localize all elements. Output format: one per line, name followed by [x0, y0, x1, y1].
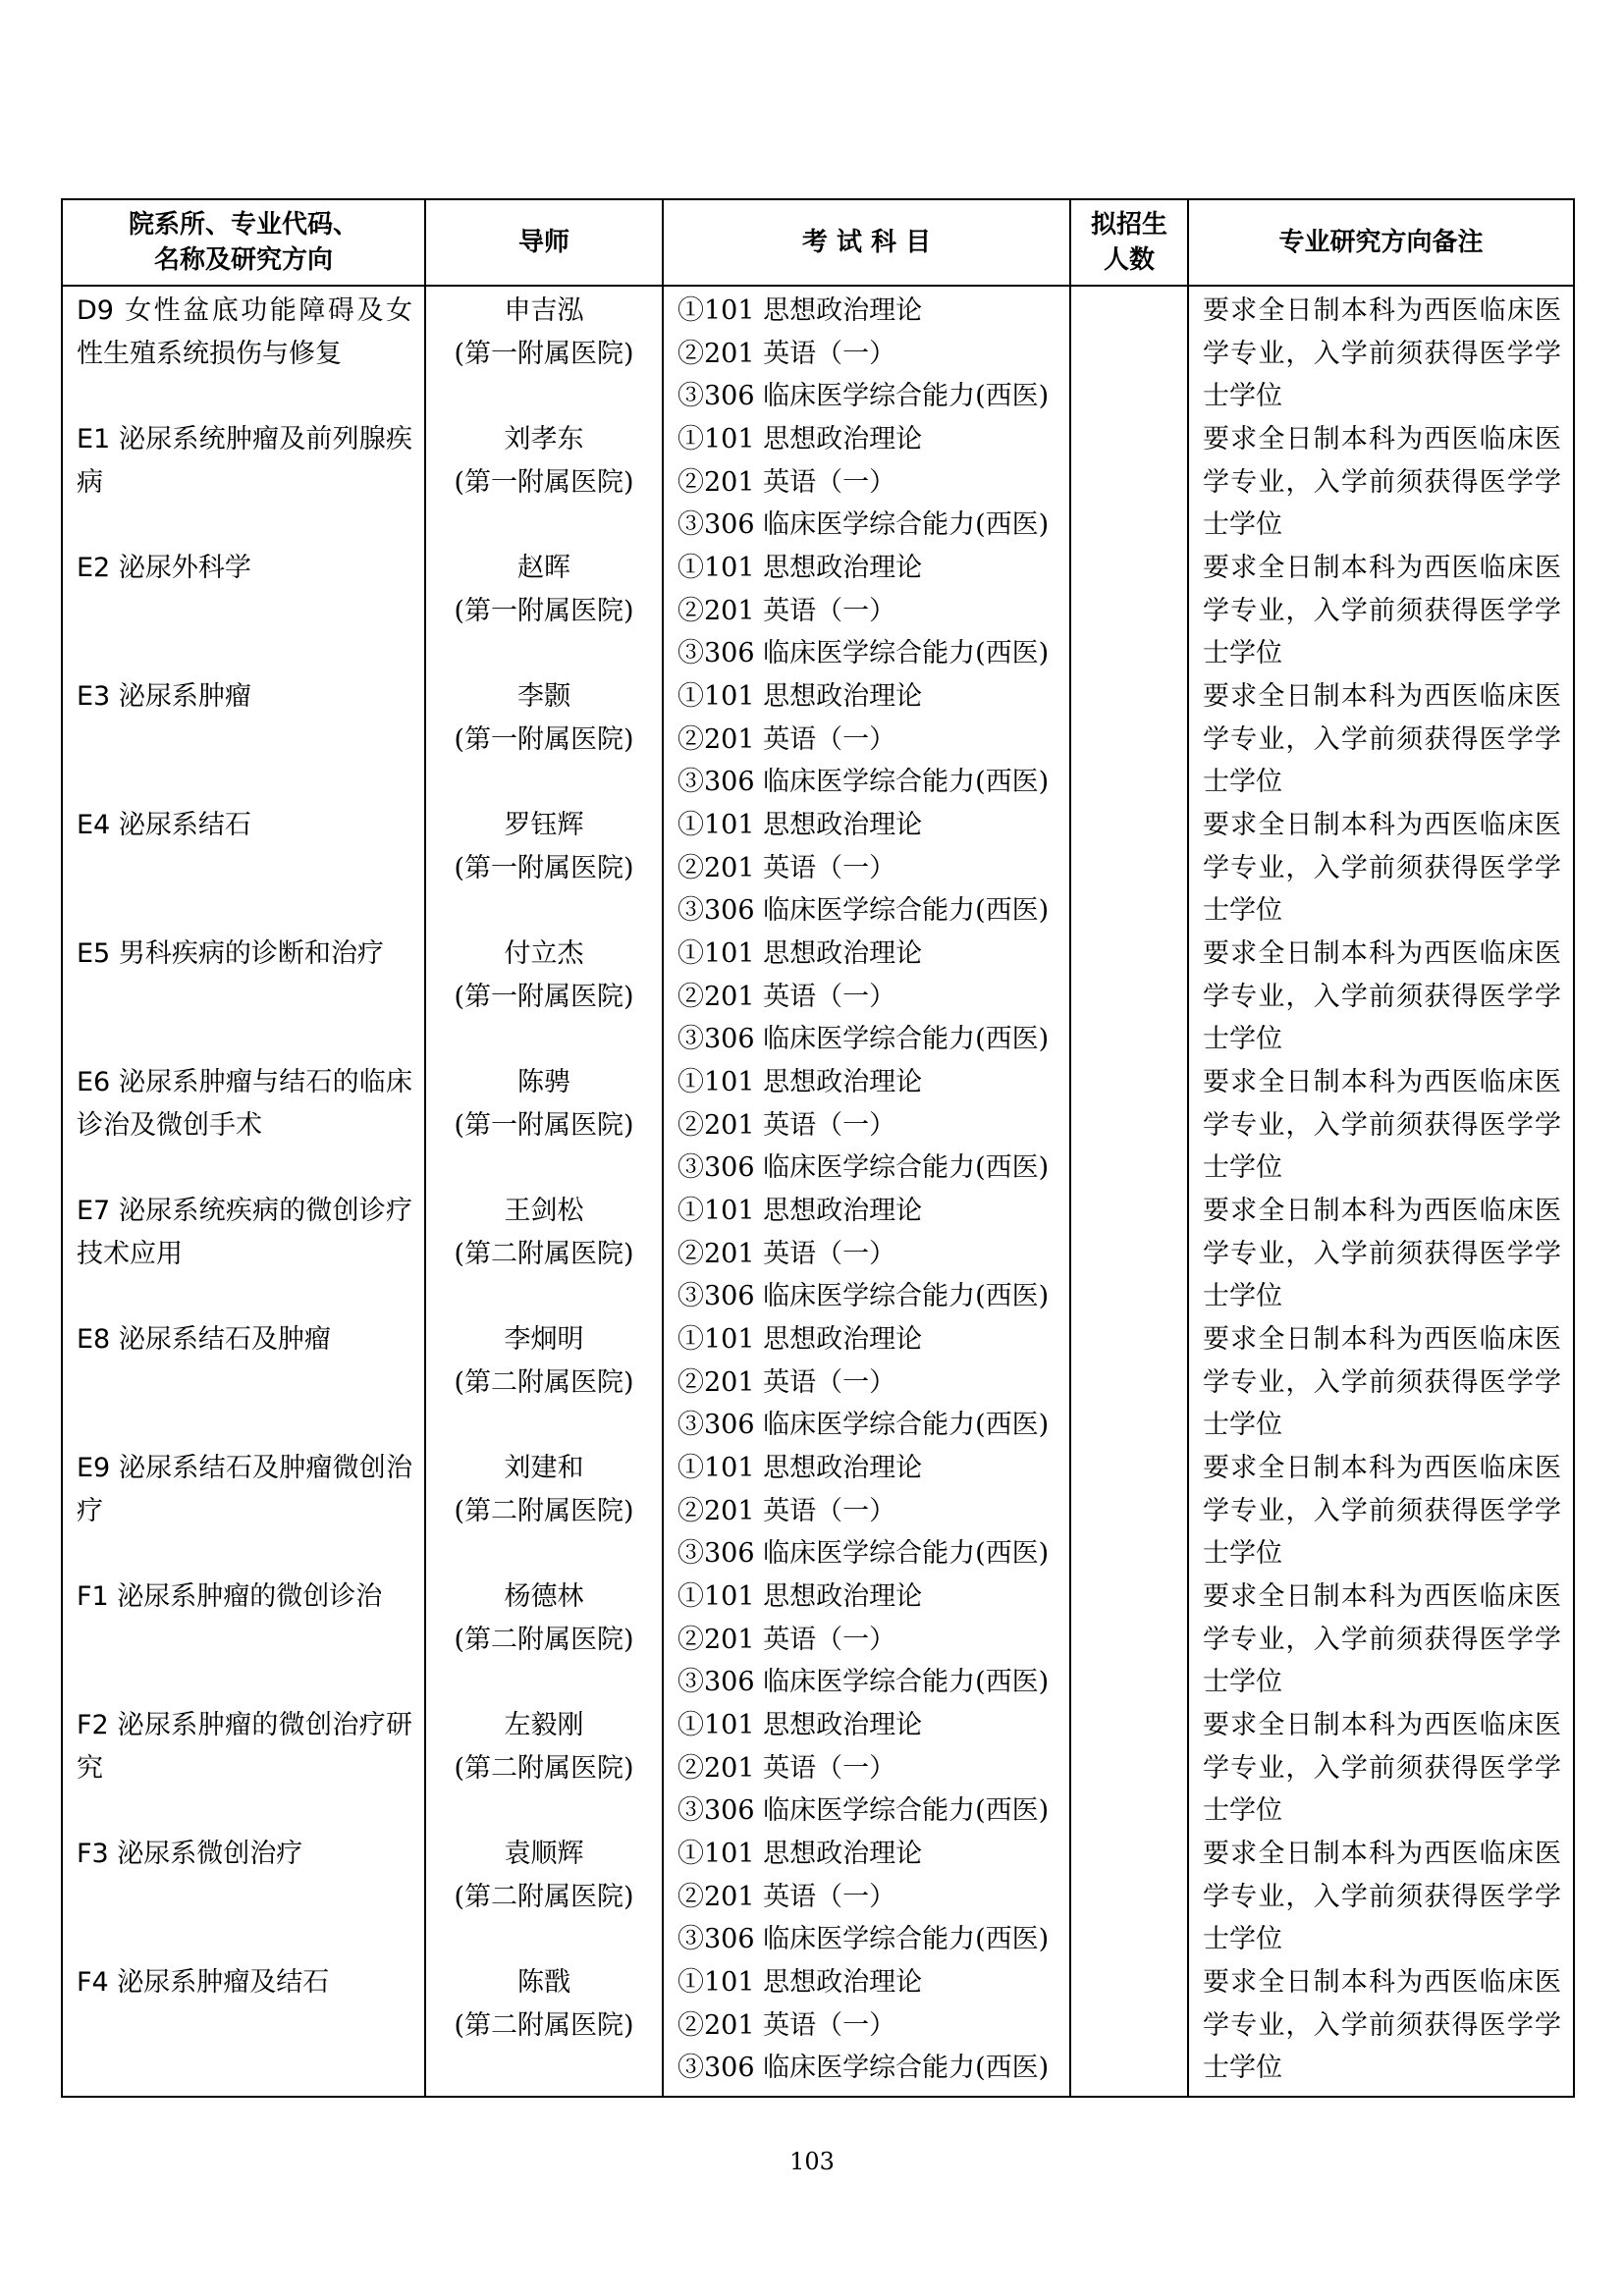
quota-cell [1070, 804, 1188, 933]
exam-cell [663, 1704, 1070, 1833]
exam-subject-3: ③306 临床医学综合能力(西医) [677, 1024, 1050, 1055]
direction-cell [62, 1833, 425, 1961]
exam-subject-2: ②201 英语（一） [677, 1881, 896, 1912]
exam-cell [663, 933, 1070, 1061]
direction-code: D9 [77, 295, 114, 326]
exam-cell [663, 675, 1070, 804]
direction-name: 男科疾病的诊断和治疗 [118, 938, 384, 969]
exam-subject-2: ②201 英语（一） [677, 852, 896, 883]
direction-cell [62, 1447, 425, 1575]
table-header-row [62, 199, 1574, 286]
exam-subject-1: ①101 思想政治理论 [677, 1710, 923, 1740]
direction-cell [62, 1961, 425, 2097]
advisor-cell [425, 1318, 663, 1447]
advisor-hospital: (第一附属医院) [454, 338, 634, 369]
exam-subject-2: ②201 英语（一） [677, 466, 896, 498]
quota-cell [1070, 1961, 1188, 2097]
direction-code: F1 [77, 1581, 109, 1612]
advisor-cell [425, 675, 663, 804]
exam-cell [663, 547, 1070, 675]
advisor-hospital: (第二附属医院) [454, 1624, 634, 1655]
quota-cell [1070, 547, 1188, 675]
table-row [62, 1575, 1574, 1704]
advisor-name: 陈骋 [517, 1067, 570, 1097]
table-row [62, 418, 1574, 547]
direction-cell [62, 804, 425, 933]
direction-cell [62, 418, 425, 547]
table-row [62, 286, 1574, 418]
exam-subject-2: ②201 英语（一） [677, 2009, 896, 2041]
exam-cell [663, 1833, 1070, 1961]
direction-cell [62, 1575, 425, 1704]
exam-cell [663, 1575, 1070, 1704]
exam-subject-3: ③306 临床医学综合能力(西医) [677, 638, 1050, 669]
direction-cell [62, 1061, 425, 1190]
exam-subject-1: ①101 思想政治理论 [677, 1967, 923, 1998]
quota-cell [1070, 1318, 1188, 1447]
advisor-hospital: (第二附属医院) [454, 1366, 634, 1398]
direction-name: 泌尿系统肿瘤及前列腺疾病 [77, 424, 412, 498]
direction-cell [62, 675, 425, 804]
note-cell: 要求全日制本科为西医临床医学专业，入学前须获得医学学士学位 [1188, 675, 1574, 804]
table-row [62, 547, 1574, 675]
exam-subject-2: ②201 英语（一） [677, 1366, 896, 1398]
exam-cell [663, 1447, 1070, 1575]
advisor-hospital: (第二附属医院) [454, 1752, 634, 1784]
table-row [62, 804, 1574, 933]
exam-cell [663, 418, 1070, 547]
note-cell: 要求全日制本科为西医临床医学专业，入学前须获得医学学士学位 [1188, 1961, 1574, 2097]
advisor-name: 刘孝东 [504, 424, 584, 454]
direction-name: 泌尿系肿瘤 [118, 681, 251, 712]
direction-code: E7 [77, 1196, 111, 1226]
exam-subject-3: ③306 临床医学综合能力(西医) [677, 1152, 1050, 1184]
direction-name: 泌尿系统疾病的微创诊疗技术应用 [77, 1196, 412, 1269]
exam-subject-3: ③306 临床医学综合能力(西医) [677, 1795, 1050, 1827]
header-direction-line-1: 院系所、专业代码、 [128, 210, 358, 240]
exam-subject-3: ③306 临床医学综合能力(西医) [677, 2053, 1050, 2084]
exam-subject-2: ②201 英语（一） [677, 1109, 896, 1141]
exam-subject-3: ③306 临床医学综合能力(西医) [677, 381, 1050, 412]
note-cell: 要求全日制本科为西医临床医学专业，入学前须获得医学学士学位 [1188, 1061, 1574, 1190]
table-row [62, 1447, 1574, 1575]
exam-subject-3: ③306 临床医学综合能力(西医) [677, 1281, 1050, 1312]
advisor-hospital: (第一附属医院) [454, 466, 634, 498]
advisor-name: 李炯明 [504, 1324, 584, 1355]
table-row [62, 1318, 1574, 1447]
exam-subject-3: ③306 临床医学综合能力(西医) [677, 895, 1050, 927]
header-direction-line-2: 名称及研究方向 [153, 245, 333, 275]
direction-name: 泌尿系肿瘤与结石的临床诊治及微创手术 [77, 1067, 412, 1141]
advisor-cell [425, 1833, 663, 1961]
note-cell: 要求全日制本科为西医临床医学专业，入学前须获得医学学士学位 [1188, 286, 1574, 418]
quota-cell [1070, 1833, 1188, 1961]
table-body [62, 286, 1574, 2097]
exam-subject-1: ①101 思想政治理论 [677, 1324, 923, 1355]
advisor-hospital: (第二附属医院) [454, 1881, 634, 1912]
exam-cell [663, 1318, 1070, 1447]
exam-cell [663, 1061, 1070, 1190]
exam-subject-1: ①101 思想政治理论 [677, 295, 923, 326]
direction-name: 女性盆底功能障碍及女性生殖系统损伤与修复 [77, 295, 413, 369]
table-row [62, 933, 1574, 1061]
table-row [62, 675, 1574, 804]
direction-code: E8 [77, 1324, 111, 1355]
advisor-cell [425, 1061, 663, 1190]
direction-name: 泌尿系结石及肿瘤 [118, 1324, 331, 1355]
advisor-cell [425, 286, 663, 418]
direction-code: E2 [77, 553, 111, 583]
header-exam: 考 试 科 目 [663, 199, 1070, 286]
quota-cell [1070, 418, 1188, 547]
exam-subject-3: ③306 临床医学综合能力(西医) [677, 509, 1050, 541]
advisor-cell [425, 1575, 663, 1704]
table-row [62, 1704, 1574, 1833]
exam-subject-2: ②201 英语（一） [677, 723, 896, 755]
exam-subject-3: ③306 临床医学综合能力(西医) [677, 1538, 1050, 1570]
exam-subject-2: ②201 英语（一） [677, 338, 896, 369]
page-number: 103 [789, 2148, 835, 2175]
advisor-cell [425, 933, 663, 1061]
direction-code: F4 [77, 1967, 109, 1998]
advisor-hospital: (第二附属医院) [454, 1238, 634, 1269]
exam-subject-2: ②201 英语（一） [677, 1752, 896, 1784]
note-cell: 要求全日制本科为西医临床医学专业，入学前须获得医学学士学位 [1188, 804, 1574, 933]
advisor-name: 付立杰 [504, 938, 584, 969]
advisor-name: 王剑松 [504, 1196, 584, 1226]
header-direction [62, 199, 425, 286]
advisor-hospital: (第一附属医院) [454, 723, 634, 755]
direction-code: F3 [77, 1839, 109, 1869]
direction-cell [62, 1318, 425, 1447]
exam-subject-3: ③306 临床医学综合能力(西医) [677, 767, 1050, 798]
quota-cell [1070, 1061, 1188, 1190]
admissions-table [61, 198, 1575, 2098]
note-cell: 要求全日制本科为西医临床医学专业，入学前须获得医学学士学位 [1188, 1190, 1574, 1318]
exam-subject-1: ①101 思想政治理论 [677, 424, 923, 454]
exam-subject-1: ①101 思想政治理论 [677, 1453, 923, 1483]
advisor-cell [425, 1447, 663, 1575]
note-cell: 要求全日制本科为西医临床医学专业，入学前须获得医学学士学位 [1188, 1833, 1574, 1961]
header-quota [1070, 199, 1188, 286]
exam-subject-1: ①101 思想政治理论 [677, 1839, 923, 1869]
direction-name: 泌尿外科学 [118, 553, 251, 583]
quota-cell [1070, 286, 1188, 418]
exam-cell [663, 804, 1070, 933]
header-note: 专业研究方向备注 [1188, 199, 1574, 286]
advisor-hospital: (第一附属医院) [454, 1109, 634, 1141]
advisor-name: 李颢 [517, 681, 570, 712]
direction-code: E6 [77, 1067, 111, 1097]
advisor-name: 刘建和 [504, 1453, 584, 1483]
advisor-hospital: (第二附属医院) [454, 2009, 634, 2041]
exam-cell [663, 1190, 1070, 1318]
exam-subject-3: ③306 临床医学综合能力(西医) [677, 1410, 1050, 1441]
advisor-name: 罗钰辉 [504, 810, 584, 840]
direction-cell [62, 286, 425, 418]
table-row [62, 1833, 1574, 1961]
direction-cell [62, 1704, 425, 1833]
quota-cell [1070, 1704, 1188, 1833]
direction-code: F2 [77, 1710, 109, 1740]
exam-subject-2: ②201 英语（一） [677, 1238, 896, 1269]
direction-cell [62, 933, 425, 1061]
direction-name: 泌尿系微创治疗 [117, 1839, 303, 1869]
note-cell: 要求全日制本科为西医临床医学专业，入学前须获得医学学士学位 [1188, 418, 1574, 547]
exam-subject-1: ①101 思想政治理论 [677, 810, 923, 840]
exam-subject-1: ①101 思想政治理论 [677, 1581, 923, 1612]
header-advisor: 导师 [425, 199, 663, 286]
advisor-name: 申吉泓 [504, 295, 584, 326]
quota-cell [1070, 1190, 1188, 1318]
advisor-name: 袁顺辉 [504, 1839, 584, 1869]
exam-subject-1: ①101 思想政治理论 [677, 938, 923, 969]
note-cell: 要求全日制本科为西医临床医学专业，入学前须获得医学学士学位 [1188, 1447, 1574, 1575]
advisor-name: 陈戬 [517, 1967, 570, 1998]
direction-code: E5 [77, 938, 111, 969]
table-row [62, 1190, 1574, 1318]
advisor-cell [425, 547, 663, 675]
exam-subject-2: ②201 英语（一） [677, 1495, 896, 1526]
exam-subject-2: ②201 英语（一） [677, 981, 896, 1012]
table-row [62, 1061, 1574, 1190]
direction-name: 泌尿系肿瘤及结石 [117, 1967, 330, 1998]
advisor-hospital: (第二附属医院) [454, 1495, 634, 1526]
direction-code: E9 [77, 1453, 111, 1483]
exam-subject-1: ①101 思想政治理论 [677, 681, 923, 712]
direction-cell [62, 547, 425, 675]
direction-name: 泌尿系肿瘤的微创治疗研究 [77, 1710, 412, 1784]
advisor-cell [425, 1704, 663, 1833]
exam-subject-2: ②201 英语（一） [677, 595, 896, 626]
exam-subject-3: ③306 临床医学综合能力(西医) [677, 1667, 1050, 1698]
exam-cell [663, 286, 1070, 418]
exam-subject-3: ③306 临床医学综合能力(西医) [677, 1924, 1050, 1955]
quota-cell [1070, 1575, 1188, 1704]
direction-code: E1 [77, 424, 111, 454]
note-cell: 要求全日制本科为西医临床医学专业，入学前须获得医学学士学位 [1188, 547, 1574, 675]
advisor-cell [425, 418, 663, 547]
advisor-cell [425, 1190, 663, 1318]
quota-cell [1070, 675, 1188, 804]
advisor-hospital: (第一附属医院) [454, 981, 634, 1012]
advisor-hospital: (第一附属医院) [454, 852, 634, 883]
advisor-name: 左毅刚 [504, 1710, 584, 1740]
note-cell: 要求全日制本科为西医临床医学专业，入学前须获得医学学士学位 [1188, 1318, 1574, 1447]
table-row [62, 1961, 1574, 2097]
quota-cell [1070, 933, 1188, 1061]
advisor-cell [425, 1961, 663, 2097]
header-quota-line-2: 人数 [1103, 245, 1155, 275]
exam-subject-1: ①101 思想政治理论 [677, 1067, 923, 1097]
exam-subject-2: ②201 英语（一） [677, 1624, 896, 1655]
quota-cell [1070, 1447, 1188, 1575]
note-cell: 要求全日制本科为西医临床医学专业，入学前须获得医学学士学位 [1188, 933, 1574, 1061]
header-quota-line-1: 拟招生 [1090, 210, 1167, 240]
advisor-hospital: (第一附属医院) [454, 595, 634, 626]
direction-name: 泌尿系结石 [118, 810, 251, 840]
exam-subject-1: ①101 思想政治理论 [677, 1196, 923, 1226]
direction-name: 泌尿系结石及肿瘤微创治疗 [77, 1453, 412, 1526]
advisor-name: 赵晖 [517, 553, 570, 583]
note-cell: 要求全日制本科为西医临床医学专业，入学前须获得医学学士学位 [1188, 1704, 1574, 1833]
advisor-name: 杨德林 [504, 1581, 584, 1612]
direction-cell [62, 1190, 425, 1318]
direction-code: E3 [77, 681, 111, 712]
direction-code: E4 [77, 810, 111, 840]
note-cell: 要求全日制本科为西医临床医学专业，入学前须获得医学学士学位 [1188, 1575, 1574, 1704]
exam-cell [663, 1961, 1070, 2097]
direction-name: 泌尿系肿瘤的微创诊治 [117, 1581, 383, 1612]
advisor-cell [425, 804, 663, 933]
exam-subject-1: ①101 思想政治理论 [677, 553, 923, 583]
